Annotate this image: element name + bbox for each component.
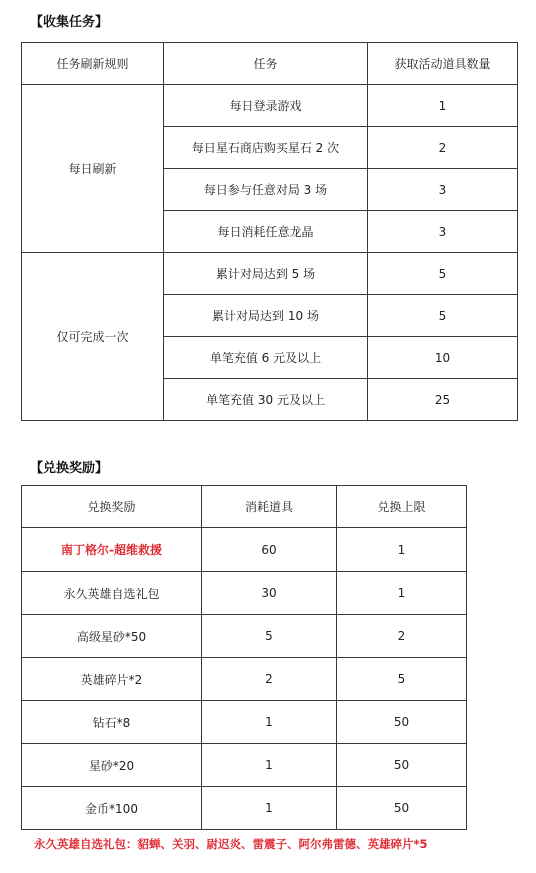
exchange-section-title: 【兑换奖励】 (30, 461, 109, 476)
reward-cell: 星砂*20 (22, 744, 202, 787)
rule-daily-refresh: 每日刷新 (22, 85, 164, 253)
task-cell: 单笔充值 6 元及以上 (164, 337, 368, 379)
count-cell: 25 (368, 379, 518, 421)
reward-cell: 永久英雄自选礼包 (22, 572, 202, 615)
rule-one-time: 仅可完成一次 (22, 253, 164, 421)
task-cell: 每日登录游戏 (164, 85, 368, 127)
table-row (22, 528, 467, 572)
table-row (22, 85, 518, 127)
task-cell: 单笔充值 30 元及以上 (164, 379, 368, 421)
cost-cell: 1 (202, 787, 337, 830)
exchange-reward-table (21, 485, 467, 830)
table-row (22, 701, 467, 744)
cost-cell: 30 (202, 572, 337, 615)
limit-cell: 50 (337, 744, 467, 787)
limit-cell: 1 (337, 528, 467, 572)
cost-cell: 60 (202, 528, 337, 572)
cost-cell: 2 (202, 658, 337, 701)
task-cell: 累计对局达到 5 场 (164, 253, 368, 295)
count-cell: 5 (368, 295, 518, 337)
cost-cell: 1 (202, 701, 337, 744)
count-cell: 5 (368, 253, 518, 295)
table-row (22, 744, 467, 787)
limit-cell: 2 (337, 615, 467, 658)
count-cell: 2 (368, 127, 518, 169)
header-limit: 兑换上限 (337, 486, 467, 528)
collect-section-title: 【收集任务】 (30, 15, 109, 30)
collect-header-row (22, 43, 518, 85)
header-cost: 消耗道具 (202, 486, 337, 528)
limit-cell: 5 (337, 658, 467, 701)
reward-cell: 钻石*8 (22, 701, 202, 744)
task-cell: 每日消耗任意龙晶 (164, 211, 368, 253)
collect-task-table (21, 42, 518, 421)
hero-pack-footnote: 永久英雄自选礼包：貂蝉、关羽、尉迟炎、雷震子、阿尔弗雷德、英雄碎片*5 (34, 837, 428, 851)
table-row (22, 253, 518, 295)
task-cell: 每日星石商店购买星石 2 次 (164, 127, 368, 169)
cost-cell: 5 (202, 615, 337, 658)
count-cell: 1 (368, 85, 518, 127)
reward-cell: 英雄碎片*2 (22, 658, 202, 701)
limit-cell: 1 (337, 572, 467, 615)
header-reward: 兑换奖励 (22, 486, 202, 528)
cost-cell: 1 (202, 744, 337, 787)
table-row (22, 615, 467, 658)
table-row (22, 658, 467, 701)
header-refresh-rule: 任务刷新规则 (22, 43, 164, 85)
reward-cell: 高级星砂*50 (22, 615, 202, 658)
header-item-count: 获取活动道具数量 (368, 43, 518, 85)
count-cell: 3 (368, 169, 518, 211)
table-row (22, 787, 467, 830)
count-cell: 3 (368, 211, 518, 253)
reward-cell-highlight: 南丁格尔-超维救援 (22, 528, 202, 572)
task-cell: 累计对局达到 10 场 (164, 295, 368, 337)
table-row (22, 572, 467, 615)
count-cell: 10 (368, 337, 518, 379)
reward-cell: 金币*100 (22, 787, 202, 830)
exchange-header-row (22, 486, 467, 528)
task-cell: 每日参与任意对局 3 场 (164, 169, 368, 211)
limit-cell: 50 (337, 701, 467, 744)
header-task: 任务 (164, 43, 368, 85)
limit-cell: 50 (337, 787, 467, 830)
